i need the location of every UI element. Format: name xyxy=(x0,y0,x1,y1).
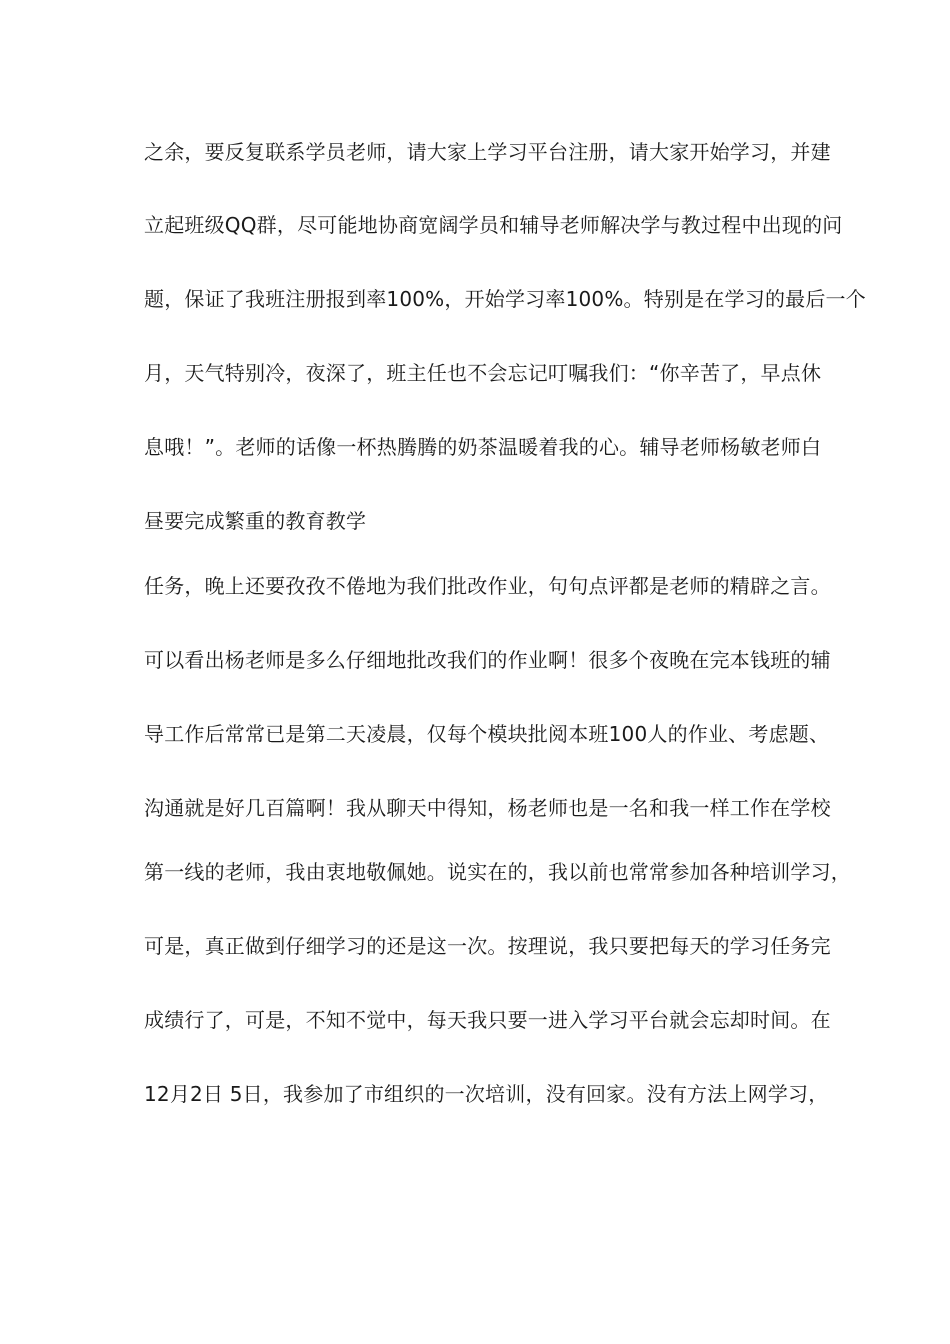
text-line: 题，保证了我班注册报到率100%，开始学习率100%。特别是在学习的最后一个 xyxy=(144,287,866,311)
text-line: 可以看出杨老师是多么仔细地批改我们的作业啊！很多个夜晚在完本钱班的辅 xyxy=(144,648,831,672)
text-line: 立起班级QQ群，尽可能地协商宽阔学员和辅导老师解决学与教过程中出现的问 xyxy=(144,213,843,237)
text-line: 可是，真正做到仔细学习的还是这一次。按理说，我只要把每天的学习任务完 xyxy=(144,934,831,958)
text-line: 之余，要反复联系学员老师，请大家上学习平台注册，请大家开始学习，并建 xyxy=(144,140,831,164)
text-line: 导工作后常常已是第二天凌晨，仅每个模块批阅本班100人的作业、考虑题、 xyxy=(144,722,830,746)
text-line: 沟通就是好几百篇啊！我从聊天中得知，杨老师也是一名和我一样工作在学校 xyxy=(144,796,831,820)
text-line: 息哦！”。老师的话像一杯热腾腾的奶茶温暖着我的心。辅导老师杨敏老师白 xyxy=(144,435,822,459)
text-line: 任务，晚上还要孜孜不倦地为我们批改作业，句句点评都是老师的精辟之言。 xyxy=(144,574,831,598)
text-line: 12月2日 5日，我参加了市组织的一次培训，没有回家。没有方法上网学习， xyxy=(144,1082,829,1106)
text-line: 昼要完成繁重的教育教学 xyxy=(144,509,367,533)
text-line: 成绩行了，可是，不知不觉中，每天我只要一进入学习平台就会忘却时间。在 xyxy=(144,1008,831,1032)
text-line: 第一线的老师，我由衷地敬佩她。说实在的，我以前也常常参加各种培训学习， xyxy=(144,860,851,884)
text-line: 月，天气特别冷，夜深了，班主任也不会忘记叮嘱我们：“你辛苦了，早点休 xyxy=(144,361,822,385)
